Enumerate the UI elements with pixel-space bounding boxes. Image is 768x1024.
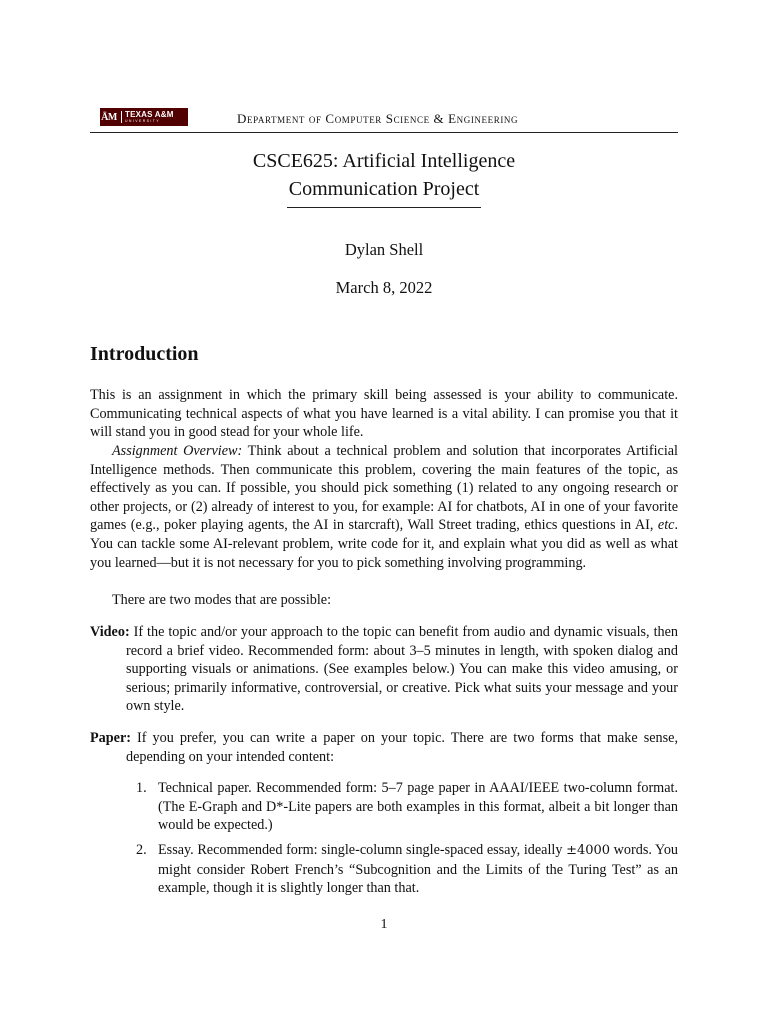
overview-label: Assignment Overview: [112,443,243,459]
page-header [90,104,678,133]
list-item [136,841,679,898]
logo-divider [121,111,122,123]
paper-term: Paper: [90,730,131,746]
list-number: 2. [136,842,147,858]
list-item-text-a: Essay. Recommended form: single-column single-spaced essay, ideally [158,842,567,858]
overview-text-a: Think about a technical problem and solution that incorporates Artificial Intelligence methods. Then communicate this problem, covering the main features of the topic, as effectively as you can. If possible, you should pick something (1) related to any ongoing research or other projects, or (2) already of interest to you, for example: AI for chatbots, AI in one of your favorite games (e.g., poker playing agents, the AI in starcraft), Wall Street trading, ethics questions in AI, [90,443,678,534]
section-heading: Introduction [90,343,199,365]
title-block [0,147,768,208]
video-description [90,623,678,716]
atm-logo-icon: ĀM [101,111,117,123]
university-logo [100,108,188,126]
course-title: CSCE625: Artificial Intelligence [252,150,516,172]
modes-paragraph [90,591,678,610]
etc-text: etc [657,517,675,534]
list-item-text-b: words. You might consider Robert French’s “Subcognition and the Limits of the Turing Test” as an example, though it is slightly longer than that. [158,842,679,897]
title-underline [287,175,482,208]
overview-paragraph [90,442,678,572]
paper-description [90,729,678,766]
paragraph-text: This is an assignment in which the primary skill being assessed is your ability to communicate. Communicating technical aspects of what you have learned is a vital ability. I can promise you that it will stand you in good stead for your whole life. [90,387,678,441]
list-item [136,779,678,835]
intro-paragraph [90,386,678,442]
video-term: Video: [90,624,130,640]
project-title: Communication Project [288,178,480,200]
list-item-text: Technical paper. Recommended form: 5–7 page paper in AAAI/IEEE two-column format. (The E-Graph and D*-Lite papers are both examples in this format, albeit a bit longer than would be expected.) [158,780,678,834]
department-name: Department of Computer Science & Engineering [237,111,519,126]
video-text: If the topic and/or your approach to the topic can benefit from audio and dynamic visuals, then record a brief video. Recommended form: about 3–5 minutes in length, with spoken dialog and supporting visuals or animations. (See examples below.) You can make this video amusing, or serious; primarily informative, controversial, or creative. Pick what suits your message and your own style. [126,624,678,715]
paper-text: If you prefer, you can write a paper on your topic. There are two forms that make sense, depending on your intended content: [126,730,678,765]
document-date: March 8, 2022 [335,278,433,297]
page-number: 1 [380,917,388,932]
word-count: ±4000 [566,843,611,858]
list-number: 1. [136,780,147,796]
logo-subtext: UNIVERSITY [125,118,161,123]
modes-text: There are two modes that are possible: [112,592,332,608]
overview-text-b: . You can tackle some AI-relevant problem, write code for it, and explain what you did as well as what you learned—but it is not necessary for you to pick something involving programming. [90,517,678,571]
logo-wordmark: TEXAS A&M [125,109,174,119]
author-name: Dylan Shell [344,240,424,259]
